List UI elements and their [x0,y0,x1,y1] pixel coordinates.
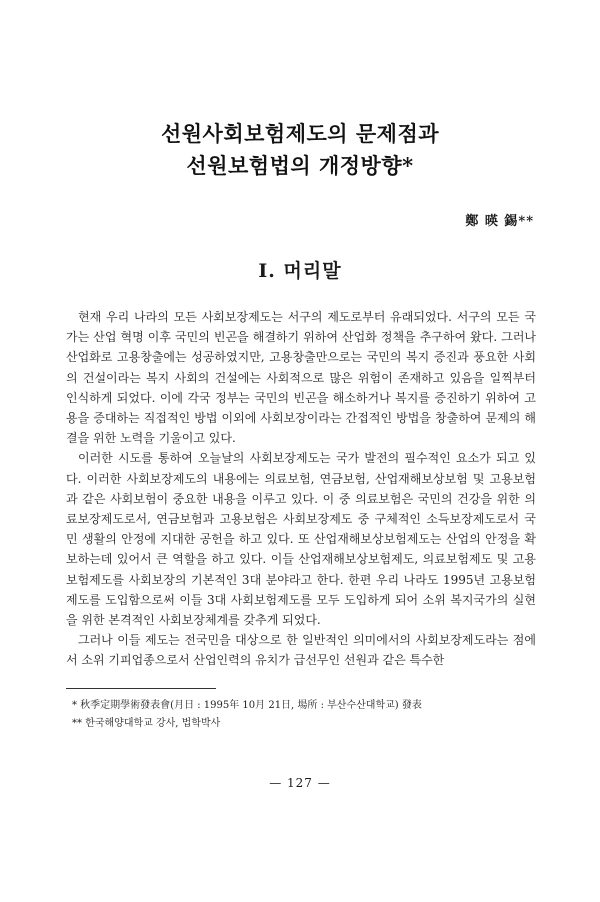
paper-title-line-2: 선원보험법의 개정방향* [186,153,414,178]
footnotes [72,697,532,733]
footnote-divider [66,688,216,689]
body-text [66,307,536,671]
footnote-1: * 秋季定期學術發表會(月日 : 1995年 10月 21日, 場所 : 부산수산대학교) 發表 [72,700,422,711]
author-name: 鄭 暎 錫** [465,214,534,229]
page-number: — 127 — [269,776,331,790]
paragraph-2: 이러한 시도를 통하여 오늘날의 사회보장제도는 국가 발전의 필수적인 요소가 되고 있다. 이러한 사회보장제도의 내용에는 의료보험, 연금보험, 산업재해보상보험 및 고용보험과 같은 사회보험이 중요한 내용을 이루고 있다. 이 중 의료보험은 국민의 건강을 위한 의료보장제도로서, 연금보험과 고용보험은 사회보장제도 중 구체적인 소득보장제도로서 국민 생활의 안정에 지대한 공헌을 하고 있다. 또 산업재해보상보험제도는 산업의 안정을 확보하는데 있어서 큰 역할을 하고 있다. 이들 산업재해보상보험제도, 의료보험제도 및 고용보험제도를 사회보장의 기본적인 3대 분야라고 한다. 한편 우리 나라도 1995년 고용보험제도를 도입함으로써 이들 3대 사회보험제도를 모두 도입하게 되어 소위 복지국가의 실현을 위한 본격적인 사회보장체계를 갖추게 되었다. [66,451,536,628]
paper-title-line-1: 선원사회보험제도의 문제점과 [160,121,440,146]
section-heading: Ⅰ. 머리말 [258,260,342,282]
paragraph-3: 그러나 이들 제도는 전국민을 대상으로 한 일반적인 의미에서의 사회보장제도라는 점에서 소위 기피업종으로서 산업인력의 유치가 급선무인 선원과 같은 특수한 [66,633,536,668]
paragraph-1: 현재 우리 나라의 모든 사회보장제도는 서구의 제도로부터 유래되었다. 서구의 모든 국가는 산업 혁명 이후 국민의 빈곤을 해결하기 위하여 산업화 정책을 추구하여 왔다. 그러나 산업화로 고용창출에는 성공하였지만, 고용창출만으로는 국민의 복지 증진과 풍요한 사회의 건설이라는 복지 사회의 건설에는 사회적으로 많은 위험이 존재하고 있음을 일찍부터 인식하게 되었다. 이에 각국 정부는 국민의 빈곤을 해소하거나 복지를 증진하기 위하여 고용을 증대하는 직접적인 방법 이외에 사회보장이라는 간접적인 방법을 창출하여 문제의 해결을 위한 노력을 기울이고 있다. [66,310,536,446]
footnote-2: ** 한국해양대학교 강사, 법학박사 [72,718,221,729]
